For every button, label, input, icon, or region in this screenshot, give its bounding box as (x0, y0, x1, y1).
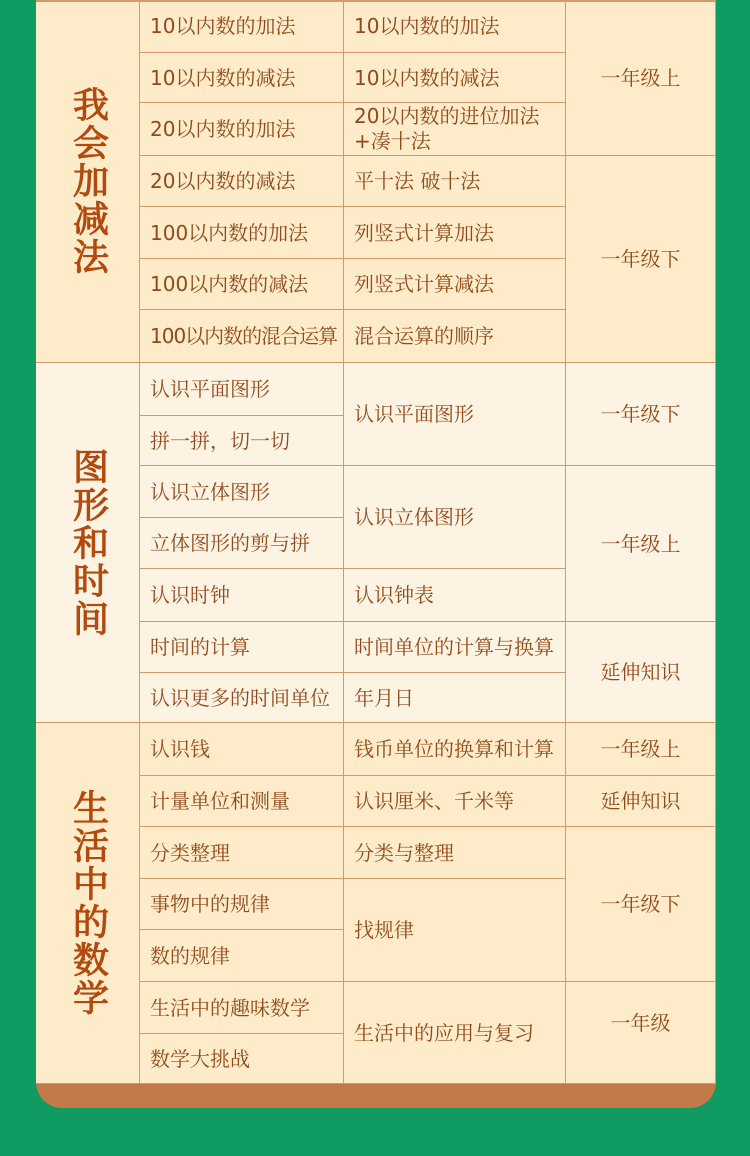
topic-cell: 生活中的趣味数学 (140, 982, 344, 1034)
grade-cell: 一年级下 (566, 156, 716, 363)
topic-cell: 数学大挑战 (140, 1034, 344, 1084)
textbook-cell: 20以内数的进位加法 +凑十法 (344, 103, 566, 156)
textbook-cell: 钱币单位的换算和计算 (344, 723, 566, 776)
topic-cell: 认识时钟 (140, 569, 344, 622)
grade-cell: 一年级 (566, 982, 716, 1084)
category-label: 生活中的数学 (36, 723, 140, 1084)
topic-cell: 100以内数的混合运算 (140, 310, 344, 363)
topic-cell: 100以内数的加法 (140, 207, 344, 259)
textbook-cell: 认识厘米、千米等 (344, 776, 566, 827)
textbook-cell: 10以内数的减法 (344, 53, 566, 103)
textbook-cell: 混合运算的顺序 (344, 310, 566, 363)
curriculum-table (36, 0, 716, 1084)
textbook-cell: 列竖式计算减法 (344, 259, 566, 310)
textbook-cell: 10以内数的加法 (344, 0, 566, 53)
textbook-cell: 年月日 (344, 673, 566, 723)
category-label: 图形和时间 (36, 363, 140, 723)
topic-cell: 认识立体图形 (140, 466, 344, 518)
topic-cell: 认识更多的时间单位 (140, 673, 344, 723)
textbook-cell: 找规律 (344, 879, 566, 982)
textbook-cell: 列竖式计算加法 (344, 207, 566, 259)
textbook-cell: 认识钟表 (344, 569, 566, 622)
textbook-cell: 时间单位的计算与换算 (344, 622, 566, 673)
topic-cell: 20以内数的加法 (140, 103, 344, 156)
textbook-cell: 平十法 破十法 (344, 156, 566, 207)
topic-cell: 认识钱 (140, 723, 344, 776)
topic-cell: 分类整理 (140, 827, 344, 879)
textbook-cell: 认识立体图形 (344, 466, 566, 569)
topic-cell: 立体图形的剪与拼 (140, 518, 344, 569)
topic-cell: 认识平面图形 (140, 363, 344, 416)
grade-cell: 一年级上 (566, 466, 716, 622)
topic-cell: 10以内数的加法 (140, 0, 344, 53)
grade-cell: 延伸知识 (566, 622, 716, 723)
topic-cell: 20以内数的减法 (140, 156, 344, 207)
grade-cell: 一年级下 (566, 363, 716, 466)
topic-cell: 事物中的规律 (140, 879, 344, 930)
textbook-cell: 分类与整理 (344, 827, 566, 879)
topic-cell: 数的规律 (140, 930, 344, 982)
grade-cell: 一年级上 (566, 0, 716, 156)
grade-cell: 一年级下 (566, 827, 716, 982)
topic-cell: 计量单位和测量 (140, 776, 344, 827)
category-label: 我会加减法 (36, 0, 140, 363)
topic-cell: 100以内数的减法 (140, 259, 344, 310)
grade-cell: 一年级上 (566, 723, 716, 776)
topic-cell: 10以内数的减法 (140, 53, 344, 103)
topic-cell: 拼一拼，切一切 (140, 416, 344, 466)
textbook-cell: 认识平面图形 (344, 363, 566, 466)
textbook-cell: 生活中的应用与复习 (344, 982, 566, 1084)
grade-cell: 延伸知识 (566, 776, 716, 827)
topic-cell: 时间的计算 (140, 622, 344, 673)
